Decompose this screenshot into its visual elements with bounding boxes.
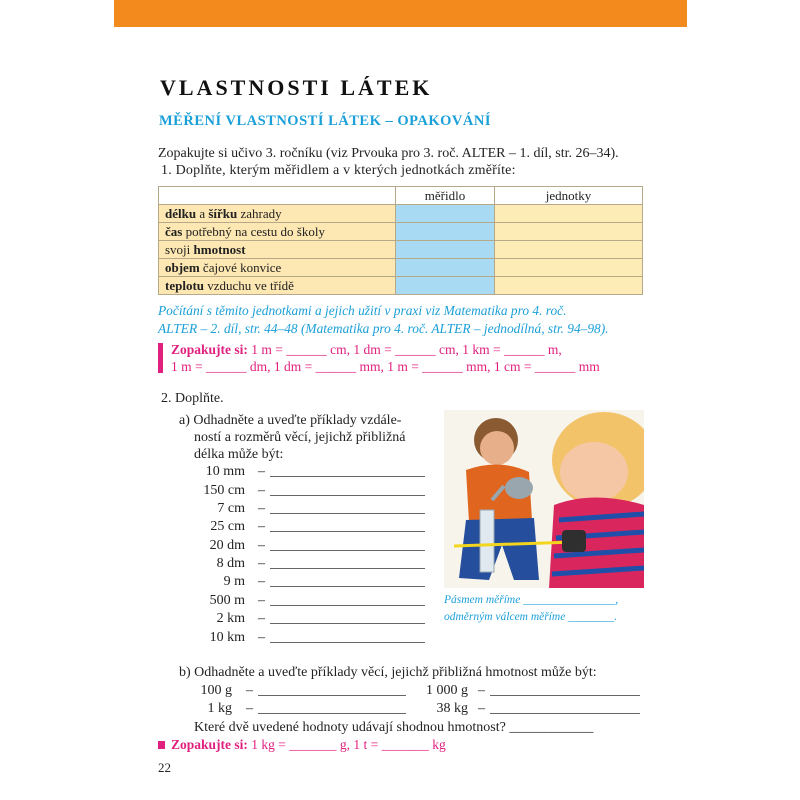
answer-line[interactable]: –	[258, 538, 426, 554]
page-title: VLASTNOSTI LÁTEK	[160, 75, 433, 100]
photo-caption-line2: odměrným válcem měříme ________.	[444, 611, 618, 623]
length-value: 150 cm	[203, 483, 245, 498]
page-number: 22	[158, 760, 171, 775]
length-value: 9 m	[223, 574, 245, 589]
weight-value: 38 kg	[436, 701, 468, 716]
jednotky-cell[interactable]	[495, 241, 643, 259]
answer-line[interactable]: –	[478, 701, 643, 717]
reference-note-line1: Počítání s těmito jednotkami a jejich užití v praxi viz Matematika pro 4. roč.	[158, 303, 567, 318]
header-accent-bar	[114, 0, 687, 27]
weight-value: 100 g	[200, 683, 232, 698]
length-value: 25 cm	[210, 519, 245, 534]
intro-text: Zopakujte si učivo 3. ročníku (viz Prvouka pro 3. roč. ALTER – 1. díl, str. 26–34).	[158, 146, 619, 161]
repeat-2-line: Zopakujte si: 1 kg = _______ g, 1 t = _______ kg	[171, 737, 446, 752]
question-text: Které dvě uvedené hodnoty udávají shodnou hmotnost? ____________	[194, 720, 594, 735]
reference-note-line2: ALTER – 2. díl, str. 44–48 (Matematika pro 4. roč. ALTER – jednodílná, str. 94–98).	[158, 321, 609, 336]
meridlo-cell[interactable]	[396, 277, 495, 295]
jednotky-cell[interactable]	[495, 277, 643, 295]
answer-line[interactable]: –	[258, 630, 426, 646]
length-value: 500 m	[209, 593, 245, 608]
length-value: 10 mm	[205, 464, 245, 479]
weight-value: 1 000 g	[426, 683, 468, 698]
section-subtitle: MĚŘENÍ VLASTNOSTÍ LÁTEK – OPAKOVÁNÍ	[159, 113, 491, 129]
photo-caption-line1: Pásmem měříme ________________,	[444, 594, 619, 606]
table-row-label: délku a šířku zahrady	[159, 205, 396, 223]
jednotky-cell[interactable]	[495, 205, 643, 223]
answer-line[interactable]: –	[258, 464, 426, 480]
meridlo-cell[interactable]	[396, 223, 495, 241]
repeat-1-line1: Zopakujte si: 1 m = ______ cm, 1 dm = ______ cm, 1 km = ______ m,	[171, 342, 562, 357]
length-value: 10 km	[209, 630, 245, 645]
meridlo-cell[interactable]	[396, 241, 495, 259]
table-row-label: teplotu vzduchu ve třídě	[159, 277, 396, 295]
task-2b-text: b) Odhadněte a uveďte příklady věcí, jejichž přibližná hmotnost může být:	[179, 665, 597, 680]
task-2a-line2: ností a rozměrů věcí, jejichž přibližná	[194, 430, 406, 445]
table-row-label: svoji hmotnost	[159, 241, 396, 259]
task-1-text: 1. Doplňte, kterým měřidlem a v kterých jednotkách změříte:	[161, 163, 516, 178]
answer-line[interactable]: –	[258, 556, 426, 572]
length-value: 7 cm	[217, 501, 245, 516]
children-measuring-photo	[444, 410, 644, 588]
answer-line[interactable]: –	[246, 683, 411, 699]
task-2a-line3: délka může být:	[194, 447, 284, 462]
table-header-meridlo: měřidlo	[396, 187, 495, 205]
answer-line[interactable]: –	[246, 701, 411, 717]
jednotky-cell[interactable]	[495, 259, 643, 277]
answer-line[interactable]: –	[478, 683, 643, 699]
length-value: 20 dm	[209, 538, 245, 553]
task-2a-line1: a) Odhadněte a uveďte příklady vzdále-	[179, 413, 402, 428]
answer-line[interactable]: –	[258, 574, 426, 590]
meridlo-cell[interactable]	[396, 259, 495, 277]
length-value: 2 km	[216, 611, 245, 626]
measurement-table	[158, 186, 643, 295]
repeat-1-line2: 1 m = ______ dm, 1 dm = ______ mm, 1 m = ______ mm, 1 cm = ______ mm	[171, 359, 600, 374]
table-header-jednotky: jednotky	[495, 187, 643, 205]
task-2-text: 2. Doplňte.	[161, 391, 224, 406]
repeat-marker-square	[158, 741, 165, 749]
length-value: 8 dm	[216, 556, 245, 571]
answer-line[interactable]: –	[258, 593, 426, 609]
jednotky-cell[interactable]	[495, 223, 643, 241]
answer-line[interactable]: –	[258, 501, 426, 517]
weight-value: 1 kg	[207, 701, 232, 716]
table-row-label: objem čajové konvice	[159, 259, 396, 277]
meridlo-cell[interactable]	[396, 205, 495, 223]
answer-line[interactable]: –	[258, 519, 426, 535]
table-row-label: čas potřebný na cestu do školy	[159, 223, 396, 241]
answer-line[interactable]: –	[258, 611, 426, 627]
table-header-blank	[159, 187, 396, 205]
answer-line[interactable]: –	[258, 483, 426, 499]
repeat-marker-bar	[158, 343, 163, 373]
